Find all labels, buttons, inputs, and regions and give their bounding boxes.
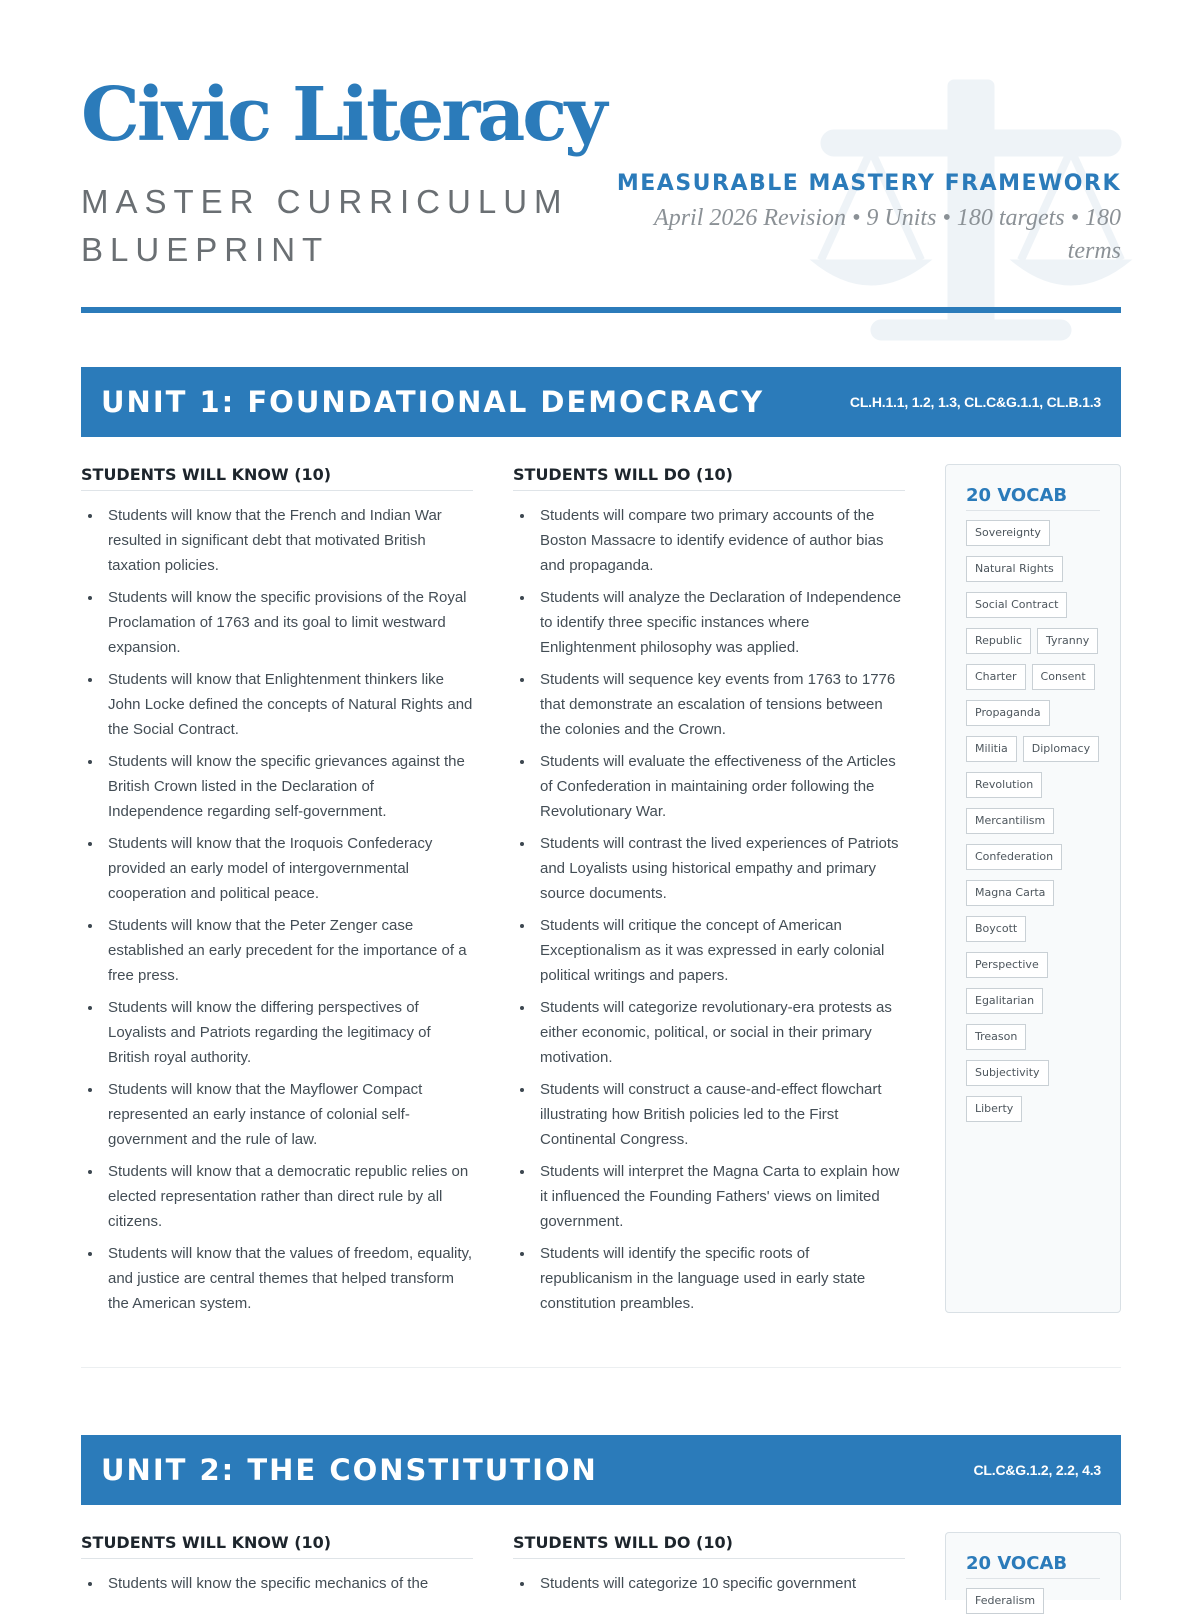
unit-1-do-heading: STUDENTS WILL DO (10) [513, 465, 905, 491]
unit-2-know-column [81, 1533, 473, 1603]
vocab-tag: Magna Carta [966, 880, 1054, 906]
unit-2-banner [81, 1435, 1121, 1505]
vocab-tag: Natural Rights [966, 556, 1063, 582]
vocab-tag: Consent [1032, 664, 1095, 690]
unit-1-vocab-heading: 20 VOCAB [966, 485, 1100, 511]
list-item: Students will know that the Mayflower Compact represented an early instance of colonial self-government and the rule of law. [81, 1077, 473, 1152]
framework-label: MEASURABLE MASTERY FRAMEWORK [616, 171, 1121, 196]
unit-2-know-list [81, 1571, 473, 1596]
vocab-tag: Egalitarian [966, 988, 1043, 1014]
vocab-tag: Social Contract [966, 592, 1067, 618]
unit-1-vocab-panel [945, 464, 1121, 1313]
list-item: Students will categorize revolutionary-era protests as either economic, political, or social in their primary motivation. [513, 995, 905, 1070]
header-meta-block [601, 168, 1121, 268]
vocab-tag: Perspective [966, 952, 1048, 978]
unit-2-vocab-tags [966, 1588, 1100, 1614]
unit-1-title: UNIT 1: FOUNDATIONAL DEMOCRACY [101, 385, 765, 419]
list-item: Students will know the specific provisions of the Royal Proclamation of 1763 and its goal to limit westward expansion. [81, 585, 473, 660]
list-item: Students will know the specific grievances against the British Crown listed in the Declaration of Independence regarding self-government. [81, 749, 473, 824]
vocab-tag: Subjectivity [966, 1060, 1049, 1086]
page [81, 0, 1121, 1607]
revision-meta: April 2026 Revision • 9 Units • 180 targets • 180 terms [654, 205, 1121, 264]
list-item: Students will know the differing perspectives of Loyalists and Patriots regarding the legitimacy of British royal authority. [81, 995, 473, 1070]
list-item: Students will evaluate the effectiveness of the Articles of Confederation in maintaining order following the Revolutionary War. [513, 749, 905, 824]
vocab-tag: Liberty [966, 1096, 1022, 1122]
list-item: Students will contrast the lived experiences of Patriots and Loyalists using historical empathy and primary source documents. [513, 831, 905, 906]
list-item: Students will know that the values of freedom, equality, and justice are central themes that helped transform the American system. [81, 1241, 473, 1316]
unit-1-know-heading: STUDENTS WILL KNOW (10) [81, 465, 473, 491]
list-item: Students will know that the Peter Zenger case established an early precedent for the importance of a free press. [81, 913, 473, 988]
unit-2-title: UNIT 2: THE CONSTITUTION [101, 1453, 598, 1487]
vocab-tag: Militia [966, 736, 1017, 762]
list-item: Students will know the specific mechanics of the [81, 1571, 473, 1596]
section-divider [81, 1367, 1121, 1368]
header-divider [81, 307, 1121, 313]
vocab-tag: Propaganda [966, 700, 1050, 726]
unit-1-do-column [513, 465, 905, 1323]
unit-2-do-column [513, 1533, 905, 1603]
vocab-tag: Confederation [966, 844, 1062, 870]
unit-1-banner [81, 367, 1121, 437]
vocab-tag: Diplomacy [1023, 736, 1099, 762]
vocab-tag: Charter [966, 664, 1026, 690]
page-subtitle: MASTER CURRICULUM BLUEPRINT [81, 183, 569, 268]
unit-2-standards: CL.C&G.1.2, 2.2, 4.3 [973, 1462, 1101, 1478]
unit-1-know-column [81, 465, 473, 1323]
unit-2-know-heading: STUDENTS WILL KNOW (10) [81, 1533, 473, 1559]
list-item: Students will know that the Iroquois Confederacy provided an early model of intergovernmental cooperation and political peace. [81, 831, 473, 906]
page-title: Civic Literacy [81, 72, 605, 158]
vocab-tag: Mercantilism [966, 808, 1054, 834]
vocab-tag: Tyranny [1037, 628, 1098, 654]
vocab-tag: Federalism [966, 1588, 1044, 1614]
unit-1-do-list [513, 503, 905, 1316]
list-item: Students will analyze the Declaration of Independence to identify three specific instances where Enlightenment philosophy was applied. [513, 585, 905, 660]
list-item: Students will compare two primary accounts of the Boston Massacre to identify evidence of author bias and propaganda. [513, 503, 905, 578]
list-item: Students will identify the specific roots of republicanism in the language used in early state constitution preambles. [513, 1241, 905, 1316]
unit-1-standards: CL.H.1.1, 1.2, 1.3, CL.C&G.1.1, CL.B.1.3 [849, 394, 1101, 410]
vocab-tag: Treason [966, 1024, 1026, 1050]
list-item: Students will categorize 10 specific government [513, 1571, 905, 1596]
list-item: Students will interpret the Magna Carta to explain how it influenced the Founding Fathers' views on limited government. [513, 1159, 905, 1234]
list-item: Students will critique the concept of American Exceptionalism as it was expressed in early colonial political writings and papers. [513, 913, 905, 988]
list-item: Students will know that the French and Indian War resulted in significant debt that motivated British taxation policies. [81, 503, 473, 578]
list-item: Students will know that Enlightenment thinkers like John Locke defined the concepts of Natural Rights and the Social Contract. [81, 667, 473, 742]
vocab-tag: Republic [966, 628, 1031, 654]
unit-2-do-list [513, 1571, 905, 1596]
list-item: Students will construct a cause-and-effect flowchart illustrating how British policies led to the First Continental Congress. [513, 1077, 905, 1152]
unit-2-vocab-heading: 20 VOCAB [966, 1553, 1100, 1579]
list-item: Students will know that a democratic republic relies on elected representation rather than direct rule by all citizens. [81, 1159, 473, 1234]
unit-2-do-heading: STUDENTS WILL DO (10) [513, 1533, 905, 1559]
list-item: Students will sequence key events from 1763 to 1776 that demonstrate an escalation of tensions between the colonies and the Crown. [513, 667, 905, 742]
vocab-tag: Revolution [966, 772, 1042, 798]
vocab-tag: Boycott [966, 916, 1026, 942]
vocab-tag: Sovereignty [966, 520, 1050, 546]
unit-1-know-list [81, 503, 473, 1316]
unit-1-vocab-tags [966, 520, 1100, 1122]
unit-2-vocab-panel [945, 1532, 1121, 1607]
